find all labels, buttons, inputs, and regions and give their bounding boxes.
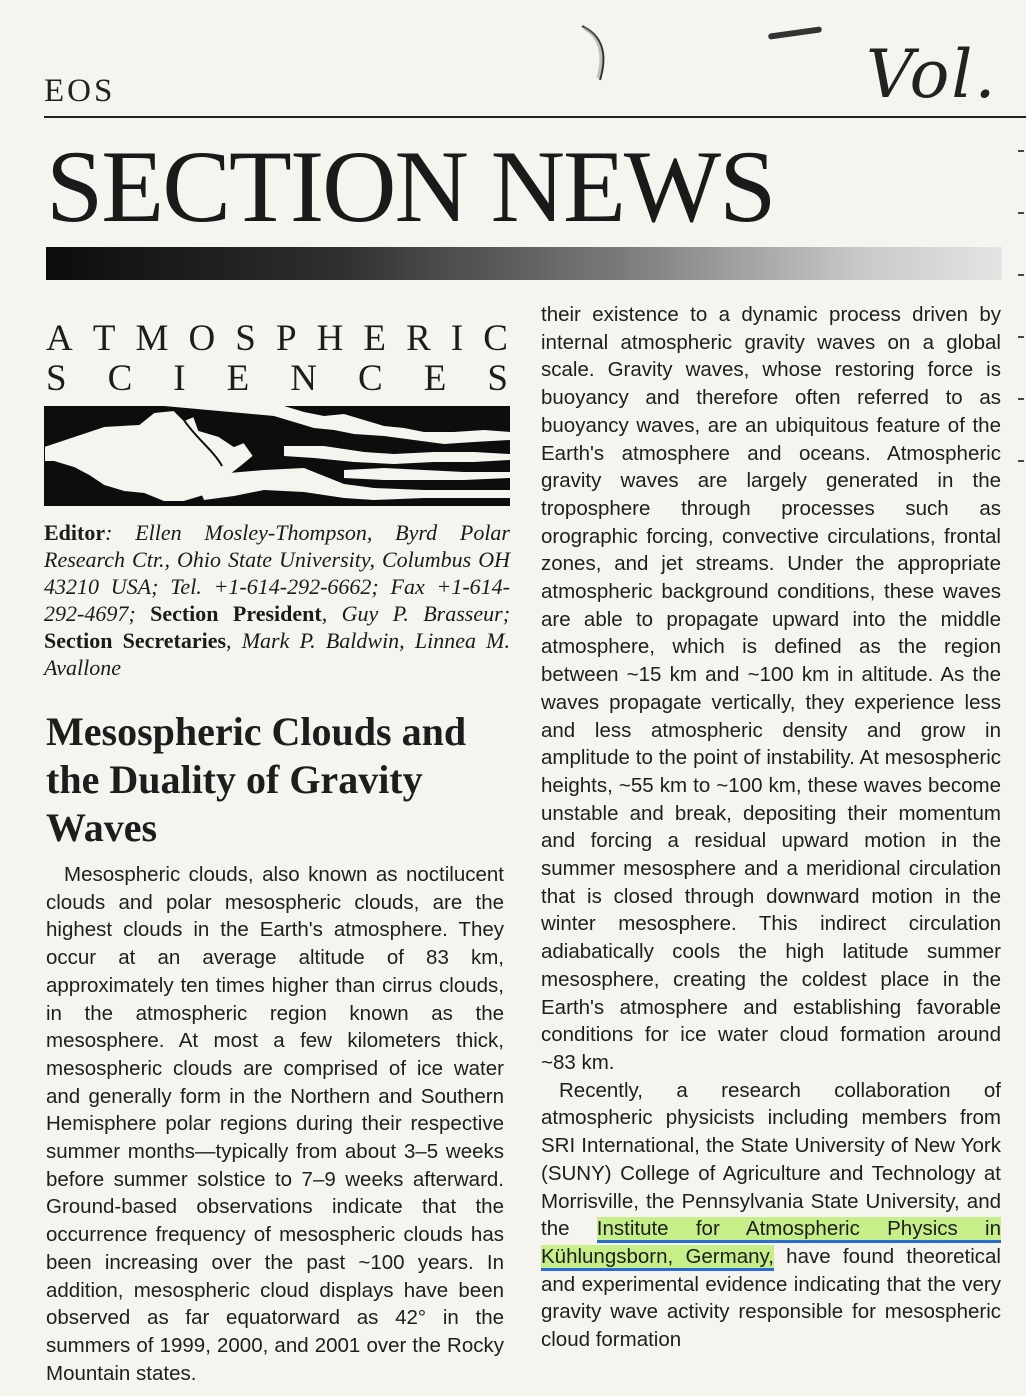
section-letter: C [358,358,383,399]
section-letter: R [406,318,431,359]
editor-text: : Ellen Mosley-Thompson, Byrd Polar Research Ctr., Ohio State University, Columbus OH 43210 USA; Tel. +1-614-292-6662; Fax +1-614-292-4697; [44,520,510,626]
pen-mark [768,26,822,39]
section-banner-graphic [44,406,510,506]
section-name-line-1 [46,320,508,357]
paragraph-text: have found theoretical and experimental evidence indicating that the very gravity wave activity responsible for mesospheric cloud formation [541,1244,1001,1352]
highlighted-text: Institute for Atmospheric Physics in Kühlungsborn, Germany, [541,1217,1001,1271]
article-paragraph [541,1077,1001,1354]
section-title: SECTION NEWS [46,130,775,244]
section-letter: I [173,358,186,399]
section-letter: S [487,358,508,399]
secretaries-label: Section Secretaries [44,628,227,653]
punch-hole-icon [560,20,620,84]
section-letter: M [135,318,169,359]
publication-name: EOS [44,73,116,109]
section-letter: A [46,318,73,359]
handwritten-note: Vol. [866,36,998,113]
section-letter: E [226,358,250,399]
secretaries-text: , Mark P. Baldwin, Linnea M. Avallone [44,628,510,680]
section-name-line-2 [46,360,508,397]
president-text: , Guy P. Brasseur; [321,601,511,626]
margin-marks [1018,150,1026,550]
section-letter: C [107,358,133,399]
section-letter: T [92,318,116,359]
section-letter: O [188,318,216,359]
header-rule [44,116,1026,118]
article-headline: Mesospheric Clouds and the Duality of Gravity Waves [46,709,467,850]
section-letter: S [235,318,256,359]
editor-label: Editor [44,520,106,545]
section-letter: E [363,318,387,359]
section-letter: N [290,358,317,399]
editor-credits [44,519,510,681]
section-letter: I [450,318,464,359]
president-label: Section President [150,601,322,626]
paragraph-text: Recently, a research collaboration of atmospheric physicists including members from SRI International, the State University of New York (SUNY) College of Agriculture and Technology at Morrisville, the Pennsylvania State University, and the [541,1078,1001,1241]
gradient-bar [46,247,1002,280]
section-letter: P [275,318,297,359]
article-paragraph: Mesospheric clouds, also known as noctilucent clouds and polar mesospheric clouds, are the highest clouds in the Earth's atmosphere. They occur at an average altitude of 83 km, approximately ten times higher than cirrus clouds, in the atmospheric region known as the mesosphere. At most a few kilometers thick, mesospheric clouds are comprised of ice water and generally form in the Northern and Southern Hemisphere polar regions during their respective summer months—typically from about 3–5 weeks before summer solstice to 7–9 weeks afterward. Ground-based observations indicate that the occurrence frequency of mesospheric clouds has been increasing over the past ~100 years. In addition, mesospheric cloud displays have been observed as far equatorward as 42° in the summers of 1999, 2000, and 2001 over the Rocky Mountain states. [46,863,504,1385]
section-letter: H [316,318,344,359]
article-paragraph: their existence to a dynamic process driven by internal atmospheric gravity waves on a global scale. Gravity waves, whose restoring force is buoyancy and therefore often referred to as buoyancy waves, are an ubiquitous feature of the Earth's atmosphere and oceans. Atmospheric gravity waves are largely generated in the troposphere through processes such as orographic forcing, convective circulations, frontal zones, and jet streams. Under the appropriate atmospheric background conditions, these waves are able to propagate upward into the middle atmosphere, which is defined as the region between ~15 km and ~100 km in altitude. As the waves propagate vertically, they experience less and less atmospheric density and grow in amplitude to the point of instability. At mesospheric heights, ~55 km to ~100 km, these waves become unstable and break, depositing their momentum and forcing a residual upward motion in the summer mesosphere and a meridional circulation that is closed through downward motion in the winter mesosphere. This indirect circulation adiabatically cools the high latitude summer mesosphere, creating the coldest place in the Earth's atmosphere and establishing favorable conditions for ice water cloud formation around ~83 km. [541,303,1001,1074]
section-letter: E [423,358,447,399]
section-letter: C [483,318,508,359]
section-letter: S [46,358,67,399]
article-right-column [541,301,1001,1354]
article-left-column [46,861,504,1387]
